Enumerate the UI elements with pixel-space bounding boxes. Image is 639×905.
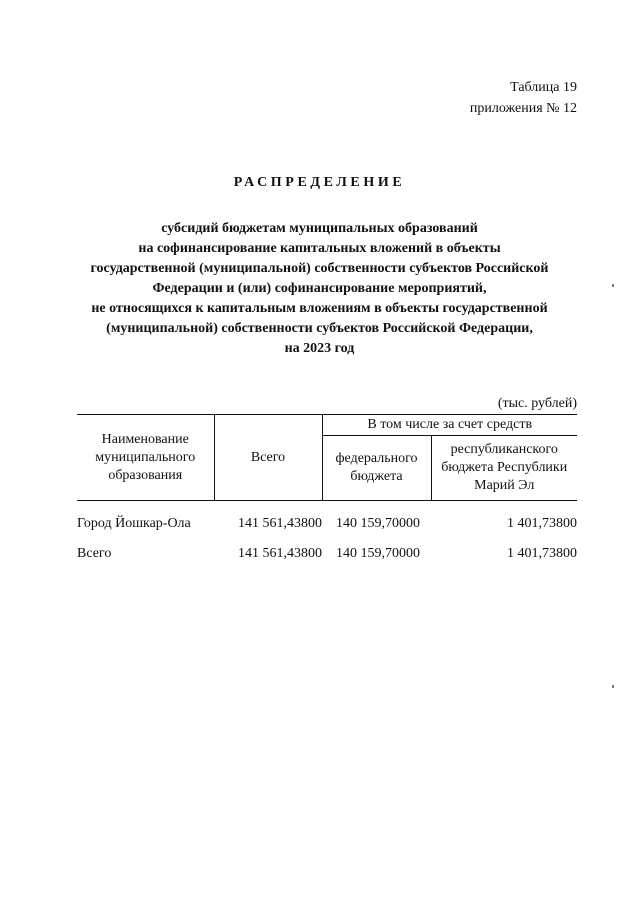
subtitle-line: (муниципальной) собственности субъектов Российской Федерации,	[106, 321, 533, 336]
subtitle-line: государственной (муниципальной) собственности субъектов Российской	[90, 261, 549, 276]
header-federal-budget: федерального бюджета	[322, 436, 431, 501]
row-total: 141 561,43800	[238, 546, 322, 561]
scan-speck	[612, 284, 614, 287]
table-reference	[377, 77, 577, 121]
row-municipality: Всего	[77, 546, 112, 561]
header-municipality: Наименование муниципального образования	[77, 415, 214, 501]
row-federal: 140 159,70000	[336, 546, 420, 561]
row-republic: 1 401,73800	[507, 516, 577, 531]
header-including: В том числе за счет средств	[322, 415, 577, 436]
document-title: РАСПРЕДЕЛЕНИЕ	[233, 175, 406, 190]
subtitle-line: субсидий бюджетам муниципальных образований	[161, 221, 478, 236]
row-total: 141 561,43800	[238, 516, 322, 531]
row-municipality: Город Йошкар-Ола	[77, 516, 191, 531]
row-republic: 1 401,73800	[507, 546, 577, 561]
document-subtitle	[0, 219, 639, 359]
subtitle-line: не относящихся к капитальным вложениям в объекты государственной	[91, 301, 548, 316]
unit-label: (тыс. рублей)	[497, 396, 577, 411]
appendix-reference: приложения № 12	[469, 101, 577, 116]
table-row-total	[77, 545, 577, 575]
subtitle-line: на 2023 год	[284, 341, 355, 356]
header-total: Всего	[214, 415, 322, 501]
row-federal: 140 159,70000	[336, 516, 420, 531]
subtitle-line: Федерации и (или) софинансирование мероприятий,	[152, 281, 487, 296]
header-republic-budget: республиканского бюджета Республики Марий Эл	[431, 436, 577, 501]
scan-speck	[612, 685, 614, 688]
table-row	[77, 515, 577, 545]
subsidy-table	[77, 414, 577, 575]
table-number: Таблица 19	[510, 80, 577, 95]
subtitle-line: на софинансирование капитальных вложений в объекты	[138, 241, 501, 256]
